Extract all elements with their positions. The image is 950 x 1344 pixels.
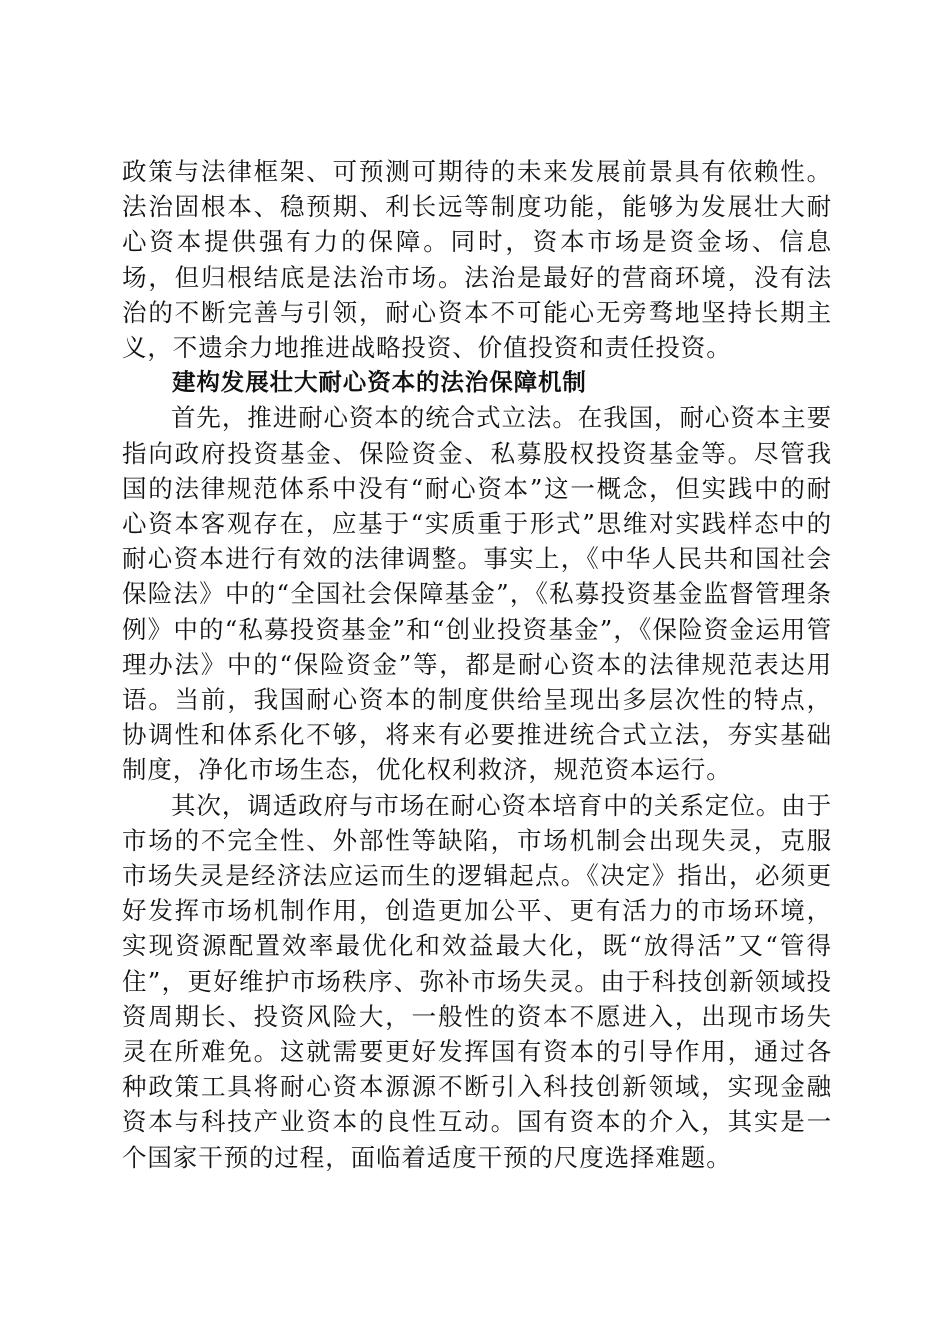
- paragraph-intro-continued: 政策与法律框架、可预测可期待的未来发展前景具有依赖性。法治固根本、稳预期、利长远等制度功能，能够为发展壮大耐心资本提供强有力的保障。同时，资本市场是资金场、信息场，但归根结底是法治市场。法治是最好的营商环境，没有法治的不断完善与引领，耐心资本不可能心无旁骛地坚持长期主义，不遗余力地推进战略投资、价值投资和责任投资。: [122, 157, 832, 363]
- paragraph-second-point: 其次，调适政府与市场在耐心资本培育中的关系定位。由于市场的不完全性、外部性等缺陷，市场机制会出现失灵，克服市场失灵是经济法应运而生的逻辑起点。《决定》指出，必须更好发挥市场机制作用，创造更加公平、更有活力的市场环境，实现资源配置效率最优化和效益最大化，既“放得活”又“管得住”，更好维护市场秩序、弥补市场失灵。由于科技创新领域投资周期长、投资风险大，一般性的资本不愿进入，出现市场失灵在所难免。这就需要更好发挥国有资本的引导作用，通过各种政策工具将耐心资本源源不断引入科技创新领域，实现金融资本与科技产业资本的良性互动。国有资本的介入，其实是一个国家干预的过程，面临着适度干预的尺度选择难题。: [122, 790, 832, 1172]
- document-page: [122, 154, 832, 1175]
- section-heading: 建构发展壮大耐心资本的法治保障机制: [172, 368, 587, 397]
- paragraph-first-point: 首先，推进耐心资本的统合式立法。在我国，耐心资本主要指向政府投资基金、保险资金、私募股权投资基金等。尽管我国的法律规范体系中没有“耐心资本”这一概念，但实践中的耐心资本客观存在，应基于“实质重于形式”思维对实践样态中的耐心资本进行有效的法律调整。事实上，《中华人民共和国社会保险法》中的“全国社会保障基金”，《私募投资基金监督管理条例》中的“私募投资基金”和“创业投资基金”，《保险资金运用管理办法》中的“保险资金”等，都是耐心资本的法律规范表达用语。当前，我国耐心资本的制度供给呈现出多层次性的特点，协调性和体系化不够，将来有必要推进统合式立法，夯实基础制度，净化市场生态，优化权利救济，规范资本运行。: [122, 403, 832, 785]
